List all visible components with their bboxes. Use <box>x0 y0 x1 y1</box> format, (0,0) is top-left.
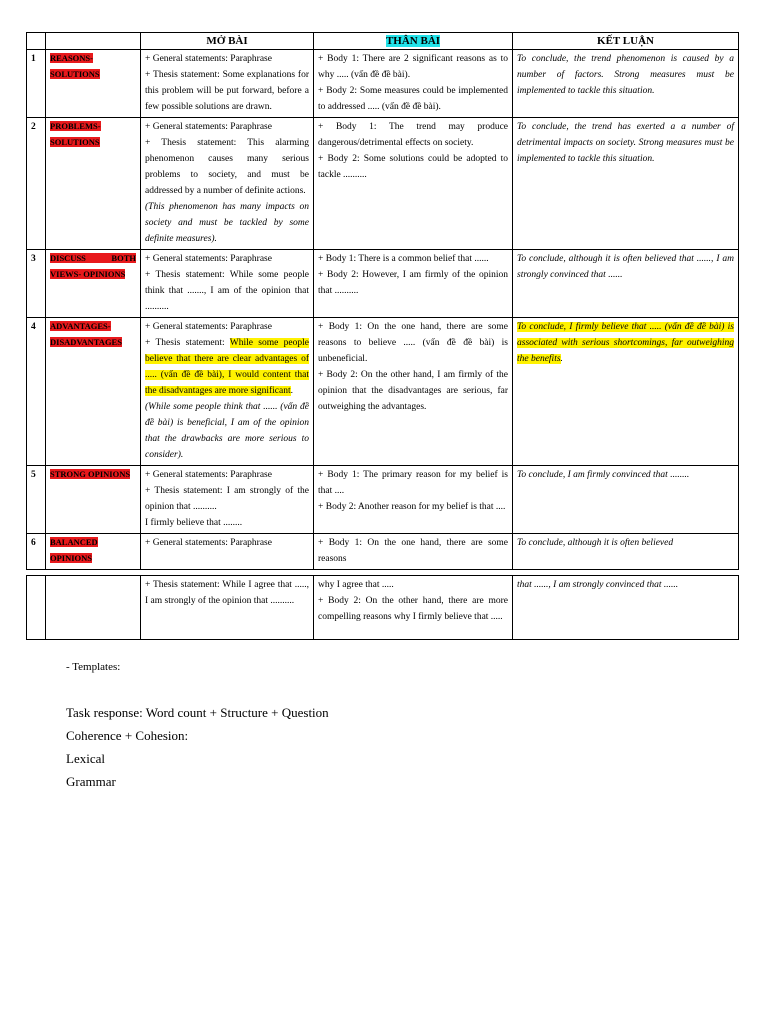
mo-bai-cell: + General statements: Paraphrase + Thesis statement: While some people believe that there are clear advantages of ..... (vấn đề đề bài), I would content that the disadvantages are more significant. (While some people think that ...... (vấn đề đề bài) is beneficial, I am of the opinion that the drawbacks are more serious to consider). <box>141 318 314 466</box>
row-number: 1 <box>27 50 46 118</box>
essay-type: STRONG OPINIONS <box>46 466 141 534</box>
than-bai-cell: + Body 1: On the one hand, there are some reasons to believe ..... (vấn đề đề bài) is unbeneficial. + Body 2: On the other hand, I am firmly of the opinion that the disadvantages are serious, far outweighing the advantages. <box>314 318 513 466</box>
essay-type: DISCUSS BOTH VIEWS- OPINIONS <box>46 250 141 318</box>
than-bai-cell: + Body 1: There are 2 significant reasons as to why ..... (vấn đề đề bài). + Body 2: Some measures could be implemented to addressed ..... (vấn đề đề bài). <box>314 50 513 118</box>
table-row <box>27 118 739 250</box>
table-row <box>27 466 739 534</box>
ket-luan-cell: that ......, I am strongly convinced that ...... <box>513 576 739 640</box>
than-bai-cell: + Body 1: The trend may produce dangerous/detrimental effects on society. + Body 2: Some solutions could be adopted to tackle .......... <box>314 118 513 250</box>
table-row <box>27 250 739 318</box>
ket-luan-cell: To conclude, the trend phenomenon is caused by a number of factors. Strong measures must be implemented to tackle this situation. <box>513 50 739 118</box>
row-number: 3 <box>27 250 46 318</box>
essay-structure-table-continued <box>26 575 739 640</box>
row-number: 2 <box>27 118 46 250</box>
mo-bai-cell: + General statements: Paraphrase + Thesis statement: This alarming phenomenon causes many serious problems to society, and must be addressed by a number of definite actions. (This phenomenon has many impacts on society and must be tackled by some definite measures). <box>141 118 314 250</box>
notes-section <box>66 656 329 793</box>
ket-luan-cell: To conclude, I am firmly convinced that ........ <box>513 466 739 534</box>
ket-luan-cell: To conclude, the trend has exerted a a number of detrimental impacts on society. Strong measures must be implemented to tackle this situation. <box>513 118 739 250</box>
header-row <box>27 33 739 50</box>
essay-type: PROBLEMS- SOLUTIONS <box>46 118 141 250</box>
ket-luan-cell: To conclude, I firmly believe that ..... (vấn đề đề bài) is associated with serious shortcomings, far outweighing the benefits. <box>513 318 739 466</box>
row-number <box>27 576 46 640</box>
row-number: 4 <box>27 318 46 466</box>
ket-luan-cell: To conclude, although it is often believed that ......, I am strongly convinced that ...... <box>513 250 739 318</box>
highlighted-conclusion: To conclude, I firmly believe that ..... (vấn đề đề bài) is associated with serious shortcomings, far outweighing the benefits <box>517 322 734 364</box>
header-mo-bai: MỞ BÀI <box>141 33 314 50</box>
header-blank-num <box>27 33 46 50</box>
mo-bai-cell: + General statements: Paraphrase + Thesis statement: I am strongly of the opinion that .......... I firmly believe that ........ <box>141 466 314 534</box>
header-ket-luan: KẾT LUẬN <box>513 33 739 50</box>
essay-type <box>46 576 141 640</box>
mo-bai-cell: + General statements: Paraphrase <box>141 534 314 570</box>
essay-type: BALANCED OPINIONS <box>46 534 141 570</box>
essay-type: ADVANTAGES- DISADVANTAGES <box>46 318 141 466</box>
header-blank-type <box>46 33 141 50</box>
than-bai-cell: + Body 1: There is a common belief that ...... + Body 2: However, I am firmly of the opinion that .......... <box>314 250 513 318</box>
mo-bai-cell: + General statements: Paraphrase + Thesis statement: While some people think that ......., I am of the opinion that .......... <box>141 250 314 318</box>
notes-item: Task response: Word count + Structure + Question <box>66 705 329 720</box>
table-row <box>27 576 739 640</box>
essay-type: REASONS-SOLUTIONS <box>46 50 141 118</box>
than-bai-cell: + Body 1: The primary reason for my belief is that .... + Body 2: Another reason for my belief is that .... <box>314 466 513 534</box>
mo-bai-cell: + General statements: Paraphrase + Thesis statement: Some explanations for this problem will be put forward, before a few possible solutions are drawn. <box>141 50 314 118</box>
row-number: 5 <box>27 466 46 534</box>
table-row <box>27 318 739 466</box>
notes-item: Grammar <box>66 774 116 789</box>
notes-item: Coherence + Cohesion: <box>66 728 189 743</box>
highlighted-thesis: While some people believe that there are clear advantages of ..... (vấn đề đề bài), I would content that the disadvantages are more significant <box>145 338 309 396</box>
ket-luan-cell: To conclude, although it is often believed <box>513 534 739 570</box>
row-number: 6 <box>27 534 46 570</box>
mo-bai-cell: + Thesis statement: While I agree that ....., I am strongly of the opinion that .......... <box>141 576 314 640</box>
than-bai-cell: why I agree that ..... + Body 2: On the other hand, there are more compelling reasons why I firmly believe that ..... <box>314 576 513 640</box>
than-bai-cell: + Body 1: On the one hand, there are some reasons <box>314 534 513 570</box>
templates-heading: - Templates: <box>66 661 121 673</box>
table-row <box>27 534 739 570</box>
header-than-bai: THÂN BÀI <box>314 33 513 50</box>
essay-structure-table <box>26 32 739 570</box>
table-row <box>27 50 739 118</box>
notes-item: Lexical <box>66 751 105 766</box>
